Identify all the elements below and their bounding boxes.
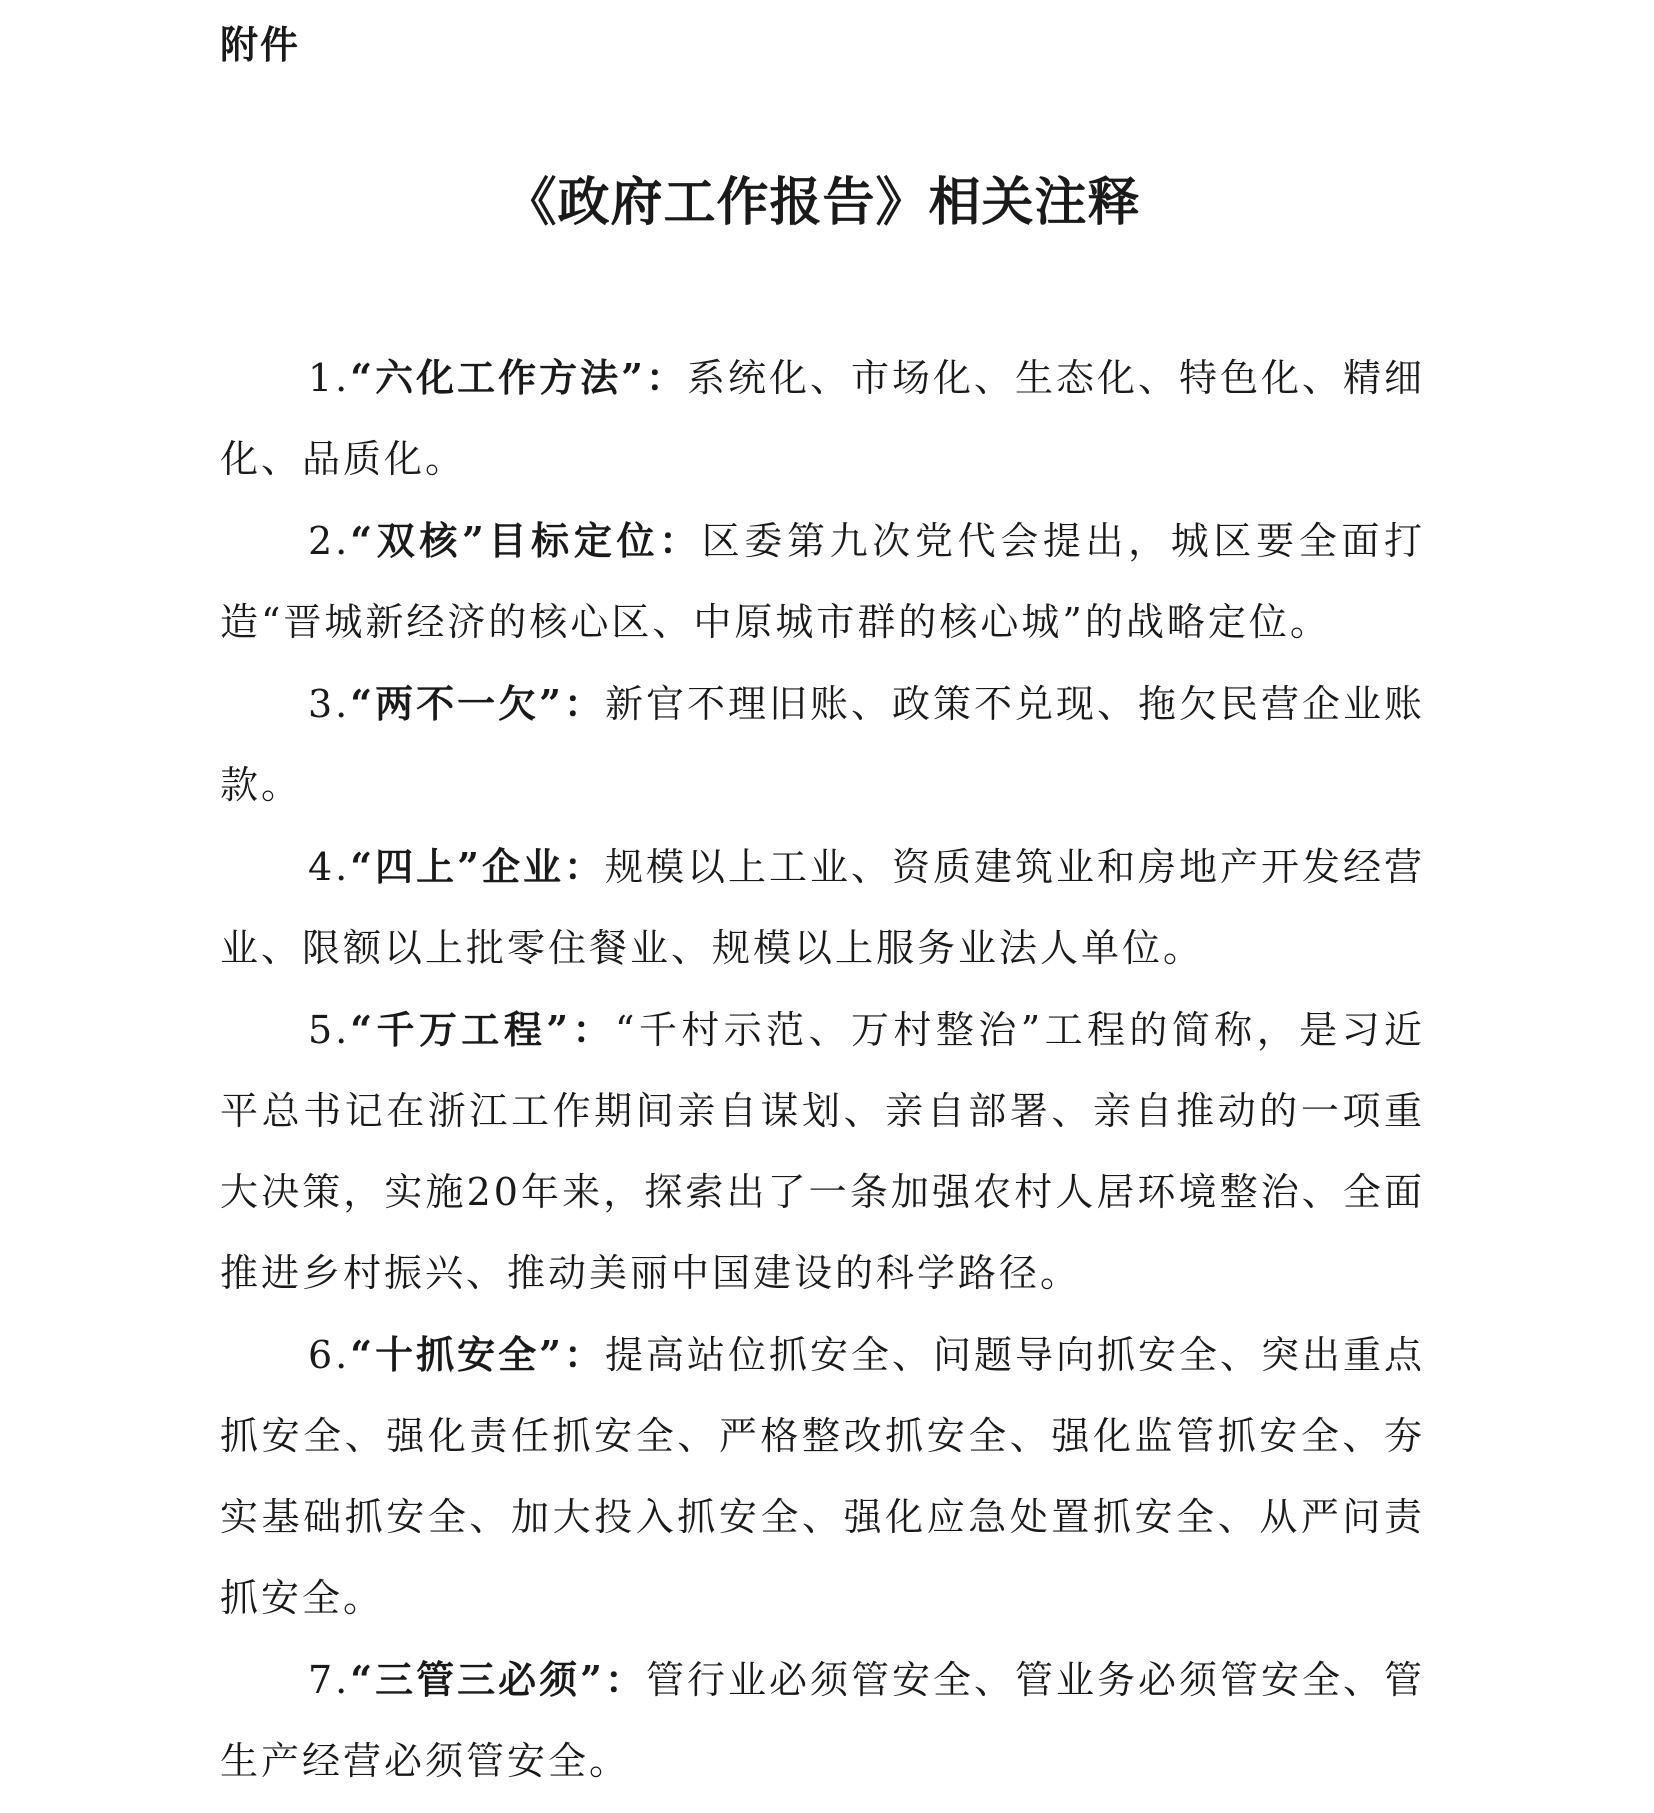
note-item xyxy=(220,1314,1425,1639)
note-number: 3. xyxy=(308,682,351,726)
note-term: “双核”目标定位： xyxy=(350,518,702,563)
note-definition: 规模以上工业、资质建筑业和房地产开发经营业、限额以上批零住餐业、规模以上服务业法人单位。 xyxy=(220,845,1425,970)
note-definition: 系统化、市场化、生态化、特色化、精细化、品质化。 xyxy=(220,356,1425,481)
document-page xyxy=(220,0,1425,1813)
note-term: “千万工程”： xyxy=(350,1007,615,1052)
note-term: “六化工作方法”： xyxy=(350,355,687,400)
attachment-label: 附件 xyxy=(220,23,301,67)
note-item xyxy=(220,989,1425,1314)
note-item xyxy=(220,337,1425,500)
note-term: “十抓安全”： xyxy=(350,1332,605,1377)
note-number: 1. xyxy=(308,356,351,400)
note-definition: 新官不理旧账、政策不兑现、拖欠民营企业账款。 xyxy=(220,682,1425,807)
note-number: 7. xyxy=(308,1658,351,1702)
note-term: “两不一欠”： xyxy=(350,681,605,726)
note-number: 6. xyxy=(308,1333,351,1377)
note-definition: 提高站位抓安全、问题导向抓安全、突出重点抓安全、强化责任抓安全、严格整改抓安全、强化监管抓安全、夯实基础抓安全、加大投入抓安全、强化应急处置抓安全、从严问责抓安全。 xyxy=(220,1333,1425,1620)
notes-list xyxy=(220,337,1425,1802)
note-definition: 区委第九次党代会提出，城区要全面打造“晋城新经济的核心区、中原城市群的核心城”的战略定位。 xyxy=(220,519,1425,644)
note-number: 2. xyxy=(308,519,351,563)
note-item xyxy=(220,826,1425,989)
note-number: 4. xyxy=(308,845,351,889)
note-item xyxy=(220,663,1425,826)
note-definition: 管行业必须管安全、管业务必须管安全、管生产经营必须管安全。 xyxy=(220,1658,1425,1783)
note-term: “四上”企业： xyxy=(350,844,605,889)
note-definition: “千村示范、万村整治”工程的简称，是习近平总书记在浙江工作期间亲自谋划、亲自部署、亲自推动的一项重大决策，实施20年来，探索出了一条加强农村人居环境整治、全面推进乡村振兴、推动美丽中国建设的科学路径。 xyxy=(220,1008,1426,1295)
note-item xyxy=(220,500,1425,663)
note-item xyxy=(220,1639,1425,1802)
note-number: 5. xyxy=(308,1008,351,1052)
note-term: “三管三必须”： xyxy=(350,1657,646,1702)
document-title: 《政府工作报告》相关注释 xyxy=(504,172,1141,233)
